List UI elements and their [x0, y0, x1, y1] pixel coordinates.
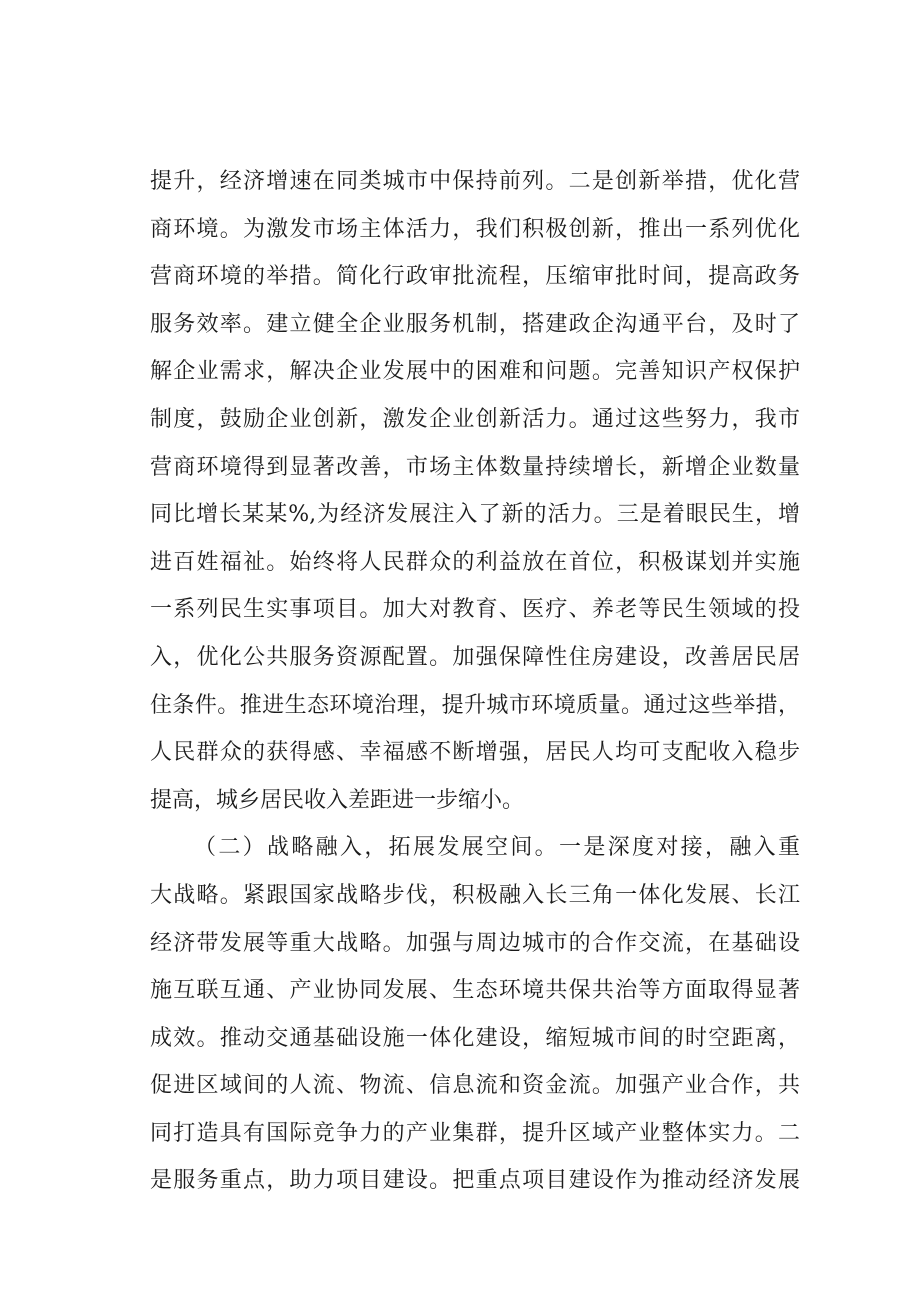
text-line: 服务效率。建立健全企业服务机制，搭建政企沟通平台，及时了 [150, 311, 800, 337]
text-line: 人民群众的获得感、幸福感不断增强，居民人均可支配收入稳步 [150, 740, 800, 766]
text-line: 同比增长某某%,为经济发展注入了新的活力。三是着眼民生，增 [150, 502, 800, 528]
text-line: 同打造具有国际竞争力的产业集群，提升区域产业整体实力。二 [150, 1120, 800, 1146]
text-line: 经济带发展等重大战略。加强与周边城市的合作交流，在基础设 [150, 930, 800, 956]
text-line: 解企业需求，解决企业发展中的困难和问题。完善知识产权保护 [150, 359, 800, 385]
text-line: 营商环境的举措。简化行政审批流程，压缩审批时间，提高政务 [150, 264, 800, 290]
text-line: 是服务重点，助力项目建设。把重点项目建设作为推动经济发展 [150, 1168, 800, 1194]
text-line: 营商环境得到显著改善，市场主体数量持续增长，新增企业数量 [150, 454, 800, 480]
paragraph-end-line: 提高，城乡居民收入差距进一步缩小。 [150, 787, 525, 813]
body-text [150, 158, 800, 1205]
text-line: 促进区域间的人流、物流、信息流和资金流。加强产业合作，共 [150, 1073, 800, 1099]
text-line: 进百姓福祉。始终将人民群众的利益放在首位，积极谋划并实施 [150, 549, 800, 575]
text-line: 施互联互通、产业协同发展、生态环境共保共治等方面取得显著 [150, 978, 800, 1004]
text-line: 制度，鼓励企业创新，激发企业创新活力。通过这些努力，我市 [150, 406, 800, 432]
text-line: 住条件。推进生态环境治理，提升城市环境质量。通过这些举措， [150, 692, 800, 718]
section-heading-line: （二）战略融入，拓展发展空间。一是深度对接，融入重 [194, 835, 800, 861]
text-line: 提升，经济增速在同类城市中保持前列。二是创新举措，优化营 [150, 169, 800, 194]
text-line: 一系列民生实事项目。加大对教育、医疗、养老等民生领域的投 [150, 597, 800, 623]
text-line: 商环境。为激发市场主体活力，我们积极创新，推出一系列优化 [150, 216, 800, 242]
text-line: 成效。推动交通基础设施一体化建设，缩短城市间的时空距离， [150, 1025, 800, 1051]
text-line: 入，优化公共服务资源配置。加强保障性住房建设，改善居民居 [150, 644, 800, 670]
text-line: 大战略。紧跟国家战略步伐，积极融入长三角一体化发展、长江 [150, 882, 800, 908]
